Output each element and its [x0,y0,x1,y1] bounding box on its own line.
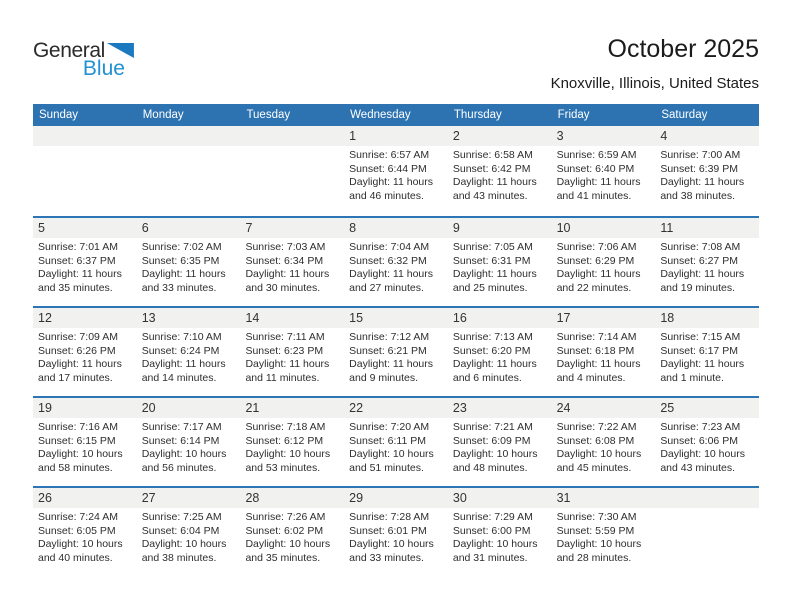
daylight-text-line2: and 33 minutes. [349,551,424,564]
sunset-text: Sunset: 6:24 PM [141,344,220,357]
sunset-text: Sunset: 6:12 PM [245,434,324,447]
sunset-text: Sunset: 6:31 PM [452,254,531,267]
sunrise-text: Sunrise: 7:10 AM [141,331,222,343]
day-cell [552,149,656,203]
daylight-text-line2: and 41 minutes. [556,189,632,202]
sunset-text: Sunset: 6:17 PM [660,344,738,357]
day-number: 6 [141,221,149,235]
daylight-text-line1: Daylight: 10 hours [349,448,434,461]
day-details-row [33,331,759,385]
daylight-text-line2: and 45 minutes. [556,461,632,474]
general-blue-logo [33,40,134,80]
location-subtitle: Knoxville, Illinois, United States [550,74,759,92]
sunset-text: Sunset: 6:39 PM [660,162,738,175]
month-title: October 2025 [607,35,759,63]
sunset-text: Sunset: 6:40 PM [556,162,635,175]
daylight-text-line1: Daylight: 10 hours [556,538,642,551]
daylight-text-line2: and 14 minutes. [141,371,217,384]
daylight-text-line1: Daylight: 10 hours [245,538,331,551]
sunset-text: Sunset: 6:20 PM [452,344,531,357]
daylight-text-line1: Daylight: 11 hours [556,176,641,189]
day-number-band [33,308,759,328]
day-number: 16 [452,311,467,325]
week-row [33,216,759,306]
day-number-band [33,218,759,238]
day-number: 11 [660,221,674,235]
day-number: 2 [452,129,460,143]
daylight-text-line2: and 30 minutes. [245,281,321,294]
daylight-text-line1: Daylight: 11 hours [452,268,537,281]
sunset-text: Sunset: 6:09 PM [452,434,531,447]
daylight-text-line2: and 43 minutes. [660,461,736,474]
sunset-text: Sunset: 6:04 PM [141,524,220,537]
calendar-table [33,104,759,576]
day-number-empty [137,126,241,146]
logo-word-blue: Blue [82,57,125,81]
day-cell [33,241,137,295]
weekday-header-sunday: Sunday [39,109,79,121]
sunset-text: Sunset: 6:14 PM [141,434,220,447]
sunrise-text: Sunrise: 7:04 AM [349,241,430,253]
sunrise-text: Sunrise: 7:30 AM [556,511,637,523]
day-number: 12 [38,311,52,325]
sunrise-text: Sunrise: 6:57 AM [349,149,430,161]
day-cell-empty [655,511,759,565]
sunrise-text: Sunrise: 7:17 AM [141,421,222,433]
daylight-text-line1: Daylight: 11 hours [452,176,537,189]
day-number: 28 [245,491,260,505]
daylight-text-line1: Daylight: 11 hours [660,176,745,189]
day-number: 15 [349,311,364,325]
day-number: 13 [141,311,156,325]
week-row [33,306,759,396]
sunset-text: Sunset: 6:35 PM [141,254,220,267]
day-cell [344,331,448,385]
sunrise-text: Sunrise: 7:13 AM [452,331,533,343]
logo-triangle-icon [107,43,134,58]
daylight-text-line2: and 4 minutes. [556,371,626,384]
sunrise-text: Sunrise: 7:14 AM [556,331,637,343]
day-number: 31 [556,491,571,505]
day-cell [344,149,448,203]
sunset-text: Sunset: 6:26 PM [38,344,116,357]
sunset-text: Sunset: 6:27 PM [660,254,738,267]
day-cell [137,241,241,295]
day-cell [240,421,344,475]
day-cell [552,241,656,295]
daylight-text-line2: and 40 minutes. [38,551,113,564]
daylight-text-line1: Daylight: 10 hours [660,448,745,461]
day-details-row [33,149,759,203]
daylight-text-line2: and 35 minutes. [38,281,113,294]
daylight-text-line2: and 25 minutes. [452,281,528,294]
weekday-header-monday: Monday [142,109,184,121]
sunset-text: Sunset: 6:34 PM [245,254,324,267]
daylight-text-line2: and 38 minutes. [141,551,217,564]
day-number: 21 [245,401,260,415]
sunset-text: Sunset: 6:23 PM [245,344,324,357]
sunrise-text: Sunrise: 6:58 AM [452,149,533,161]
day-cell [240,331,344,385]
day-number: 3 [556,129,564,143]
day-number-band [33,488,759,508]
sunrise-text: Sunrise: 7:22 AM [556,421,637,433]
sunset-text: Sunset: 6:42 PM [452,162,531,175]
sunrise-text: Sunrise: 7:11 AM [245,331,325,343]
day-number: 9 [452,221,460,235]
sunset-text: Sunset: 6:05 PM [38,524,116,537]
daylight-text-line1: Daylight: 11 hours [245,268,330,281]
daylight-text-line1: Daylight: 10 hours [452,448,538,461]
sunrise-text: Sunrise: 7:18 AM [245,421,326,433]
day-number: 30 [452,491,467,505]
weekday-header-friday: Friday [557,109,590,121]
day-number: 17 [556,311,571,325]
daylight-text-line2: and 6 minutes. [452,371,522,384]
sunset-text: Sunset: 5:59 PM [556,524,635,537]
day-number: 22 [349,401,364,415]
sunset-text: Sunset: 6:01 PM [349,524,427,537]
daylight-text-line2: and 19 minutes. [660,281,736,294]
daylight-text-line2: and 53 minutes. [245,461,321,474]
sunset-text: Sunset: 6:00 PM [452,524,531,537]
sunrise-text: Sunrise: 7:06 AM [556,241,637,253]
week-row [33,486,759,576]
daylight-text-line1: Daylight: 11 hours [141,268,226,281]
day-cell-empty [240,149,344,203]
daylight-text-line1: Daylight: 11 hours [141,358,226,371]
daylight-text-line1: Daylight: 10 hours [38,538,123,551]
title-block [551,36,759,92]
calendar-weeks [33,126,759,576]
day-number-empty [33,126,137,146]
day-cell [448,241,552,295]
day-cell [137,511,241,565]
daylight-text-line2: and 31 minutes. [452,551,528,564]
daylight-text-line1: Daylight: 11 hours [556,268,641,281]
sunset-text: Sunset: 6:15 PM [38,434,116,447]
day-cell [552,331,656,385]
sunset-text: Sunset: 6:18 PM [556,344,635,357]
sunset-text: Sunset: 6:11 PM [349,434,427,447]
daylight-text-line2: and 17 minutes. [38,371,113,384]
day-details-row [33,421,759,475]
day-cell-empty [137,149,241,203]
week-row [33,396,759,486]
daylight-text-line1: Daylight: 11 hours [245,358,330,371]
daylight-text-line1: Daylight: 10 hours [141,538,227,551]
sunrise-text: Sunrise: 7:16 AM [38,421,118,433]
day-cell [448,421,552,475]
day-number-empty [655,488,759,508]
daylight-text-line2: and 58 minutes. [38,461,113,474]
day-number: 19 [38,401,52,415]
sunrise-text: Sunrise: 7:20 AM [349,421,430,433]
sunrise-text: Sunrise: 6:59 AM [556,149,637,161]
day-number: 29 [349,491,364,505]
daylight-text-line1: Daylight: 11 hours [38,268,122,281]
daylight-text-line1: Daylight: 11 hours [660,268,745,281]
day-cell [655,331,759,385]
sunrise-text: Sunrise: 7:23 AM [660,421,741,433]
day-cell [33,511,137,565]
sunset-text: Sunset: 6:08 PM [556,434,635,447]
day-cell [448,511,552,565]
daylight-text-line1: Daylight: 10 hours [245,448,331,461]
daylight-text-line2: and 51 minutes. [349,461,424,474]
daylight-text-line2: and 38 minutes. [660,189,736,202]
sunrise-text: Sunrise: 7:02 AM [141,241,222,253]
sunrise-text: Sunrise: 7:00 AM [660,149,741,161]
daylight-text-line1: Daylight: 11 hours [556,358,641,371]
sunset-text: Sunset: 6:21 PM [349,344,427,357]
sunrise-text: Sunrise: 7:05 AM [452,241,533,253]
sunset-text: Sunset: 6:32 PM [349,254,427,267]
page-header [33,36,759,92]
daylight-text-line2: and 56 minutes. [141,461,217,474]
weekday-header-thursday: Thursday [453,109,502,121]
day-cell [344,511,448,565]
day-number: 4 [660,129,668,143]
week-row [33,126,759,216]
day-details-row [33,511,759,565]
sunrise-text: Sunrise: 7:24 AM [38,511,118,523]
day-cell [448,331,552,385]
day-details-row [33,241,759,295]
day-cell [344,241,448,295]
daylight-text-line2: and 43 minutes. [452,189,528,202]
day-number: 14 [245,311,260,325]
day-number: 24 [556,401,571,415]
day-cell [344,421,448,475]
day-number: 1 [349,129,357,143]
day-cell [655,241,759,295]
day-cell [655,149,759,203]
day-cell [552,421,656,475]
daylight-text-line1: Daylight: 10 hours [452,538,538,551]
sunrise-text: Sunrise: 7:21 AM [452,421,533,433]
daylight-text-line2: and 48 minutes. [452,461,528,474]
sunset-text: Sunset: 6:44 PM [349,162,427,175]
daylight-text-line2: and 22 minutes. [556,281,632,294]
day-number: 20 [141,401,156,415]
daylight-text-line2: and 1 minute. [660,371,724,384]
daylight-text-line1: Daylight: 11 hours [349,176,434,189]
day-number: 5 [38,221,45,235]
day-cell [137,331,241,385]
sunrise-text: Sunrise: 7:01 AM [38,241,118,253]
sunset-text: Sunset: 6:02 PM [245,524,324,537]
daylight-text-line2: and 9 minutes. [349,371,419,384]
daylight-text-line1: Daylight: 11 hours [38,358,122,371]
day-cell [33,331,137,385]
daylight-text-line1: Daylight: 10 hours [349,538,434,551]
daylight-text-line2: and 27 minutes. [349,281,424,294]
sunrise-text: Sunrise: 7:03 AM [245,241,326,253]
day-cell [552,511,656,565]
daylight-text-line1: Daylight: 11 hours [452,358,537,371]
sunset-text: Sunset: 6:29 PM [556,254,635,267]
day-number-empty [240,126,344,146]
day-number: 25 [660,401,675,415]
daylight-text-line2: and 35 minutes. [245,551,321,564]
day-number: 23 [452,401,467,415]
day-cell-empty [33,149,137,203]
daylight-text-line1: Daylight: 11 hours [349,358,434,371]
day-cell [33,421,137,475]
daylight-text-line1: Daylight: 10 hours [38,448,123,461]
day-number-band [33,126,759,146]
day-cell [240,241,344,295]
sunset-text: Sunset: 6:37 PM [38,254,116,267]
day-number: 27 [141,491,156,505]
daylight-text-line1: Daylight: 10 hours [556,448,642,461]
day-cell [240,511,344,565]
day-number: 10 [556,221,571,235]
sunrise-text: Sunrise: 7:08 AM [660,241,741,253]
sunrise-text: Sunrise: 7:09 AM [38,331,118,343]
daylight-text-line2: and 46 minutes. [349,189,424,202]
weekday-header-row [33,104,759,126]
weekday-header-wednesday: Wednesday [350,109,411,121]
logo-word-general: General [33,39,105,62]
day-number: 26 [38,491,52,505]
weekday-header-saturday: Saturday [661,109,708,121]
day-number: 8 [349,221,357,235]
sunrise-text: Sunrise: 7:28 AM [349,511,430,523]
sunrise-text: Sunrise: 7:25 AM [141,511,222,523]
day-cell [655,421,759,475]
day-number: 18 [660,311,675,325]
daylight-text-line2: and 33 minutes. [141,281,217,294]
day-number: 7 [245,221,253,235]
sunrise-text: Sunrise: 7:12 AM [349,331,430,343]
daylight-text-line1: Daylight: 11 hours [660,358,745,371]
daylight-text-line1: Daylight: 10 hours [141,448,227,461]
daylight-text-line2: and 11 minutes. [245,371,320,384]
weekday-header-tuesday: Tuesday [246,109,291,121]
daylight-text-line2: and 28 minutes. [556,551,632,564]
day-cell [448,149,552,203]
daylight-text-line1: Daylight: 11 hours [349,268,434,281]
sunrise-text: Sunrise: 7:26 AM [245,511,326,523]
sunrise-text: Sunrise: 7:29 AM [452,511,533,523]
day-number-band [33,398,759,418]
sunset-text: Sunset: 6:06 PM [660,434,738,447]
sunrise-text: Sunrise: 7:15 AM [660,331,741,343]
day-cell [137,421,241,475]
